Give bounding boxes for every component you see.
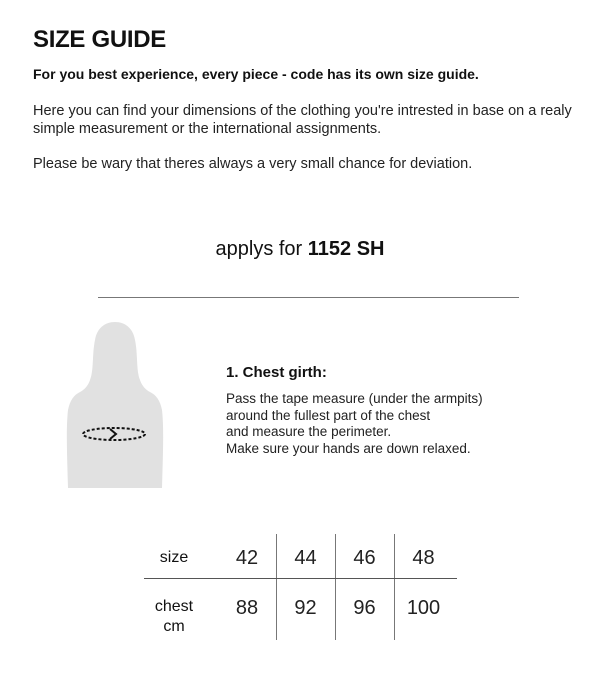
size-label: size: [159, 549, 189, 566]
chest-value: 92: [276, 579, 334, 640]
deviation-paragraph: Please be wary that theres always a very small chance for deviation.: [33, 156, 473, 172]
size-value: 44: [276, 534, 334, 578]
size-row: [144, 534, 457, 579]
chest-value: 88: [235, 597, 259, 619]
product-applies-heading: [0, 238, 600, 261]
chest-row: [144, 579, 457, 640]
size-table: [144, 534, 457, 640]
body-silhouette-figure: [60, 318, 170, 493]
applies-prefix: applys for: [215, 238, 308, 260]
chest-girth-instructions: [226, 364, 566, 457]
lead-text: For you best experience, every piece - code has its own size guide.: [33, 66, 479, 82]
measure-text: Pass the tape measure (under the armpits) around the fullest part of the chest and measure the perimeter. Make sure your hands are down relaxed.: [226, 391, 483, 456]
intro-paragraph: Here you can find your dimensions of the clothing you're intrested in base on a realy simple measurement or the international assignments.: [33, 103, 572, 137]
size-value: 42: [235, 546, 259, 569]
chest-value: 96: [335, 579, 393, 640]
size-value: 48: [394, 534, 452, 578]
page-title: SIZE GUIDE: [33, 26, 167, 53]
size-value: 46: [335, 534, 393, 578]
chest-label: chest cm: [154, 598, 194, 635]
silhouette-shape: [67, 322, 163, 488]
section-divider: [98, 297, 519, 298]
product-code: 1152 SH: [307, 238, 385, 260]
chest-value: 100: [394, 579, 452, 640]
measure-title: 1. Chest girth:: [226, 364, 327, 381]
